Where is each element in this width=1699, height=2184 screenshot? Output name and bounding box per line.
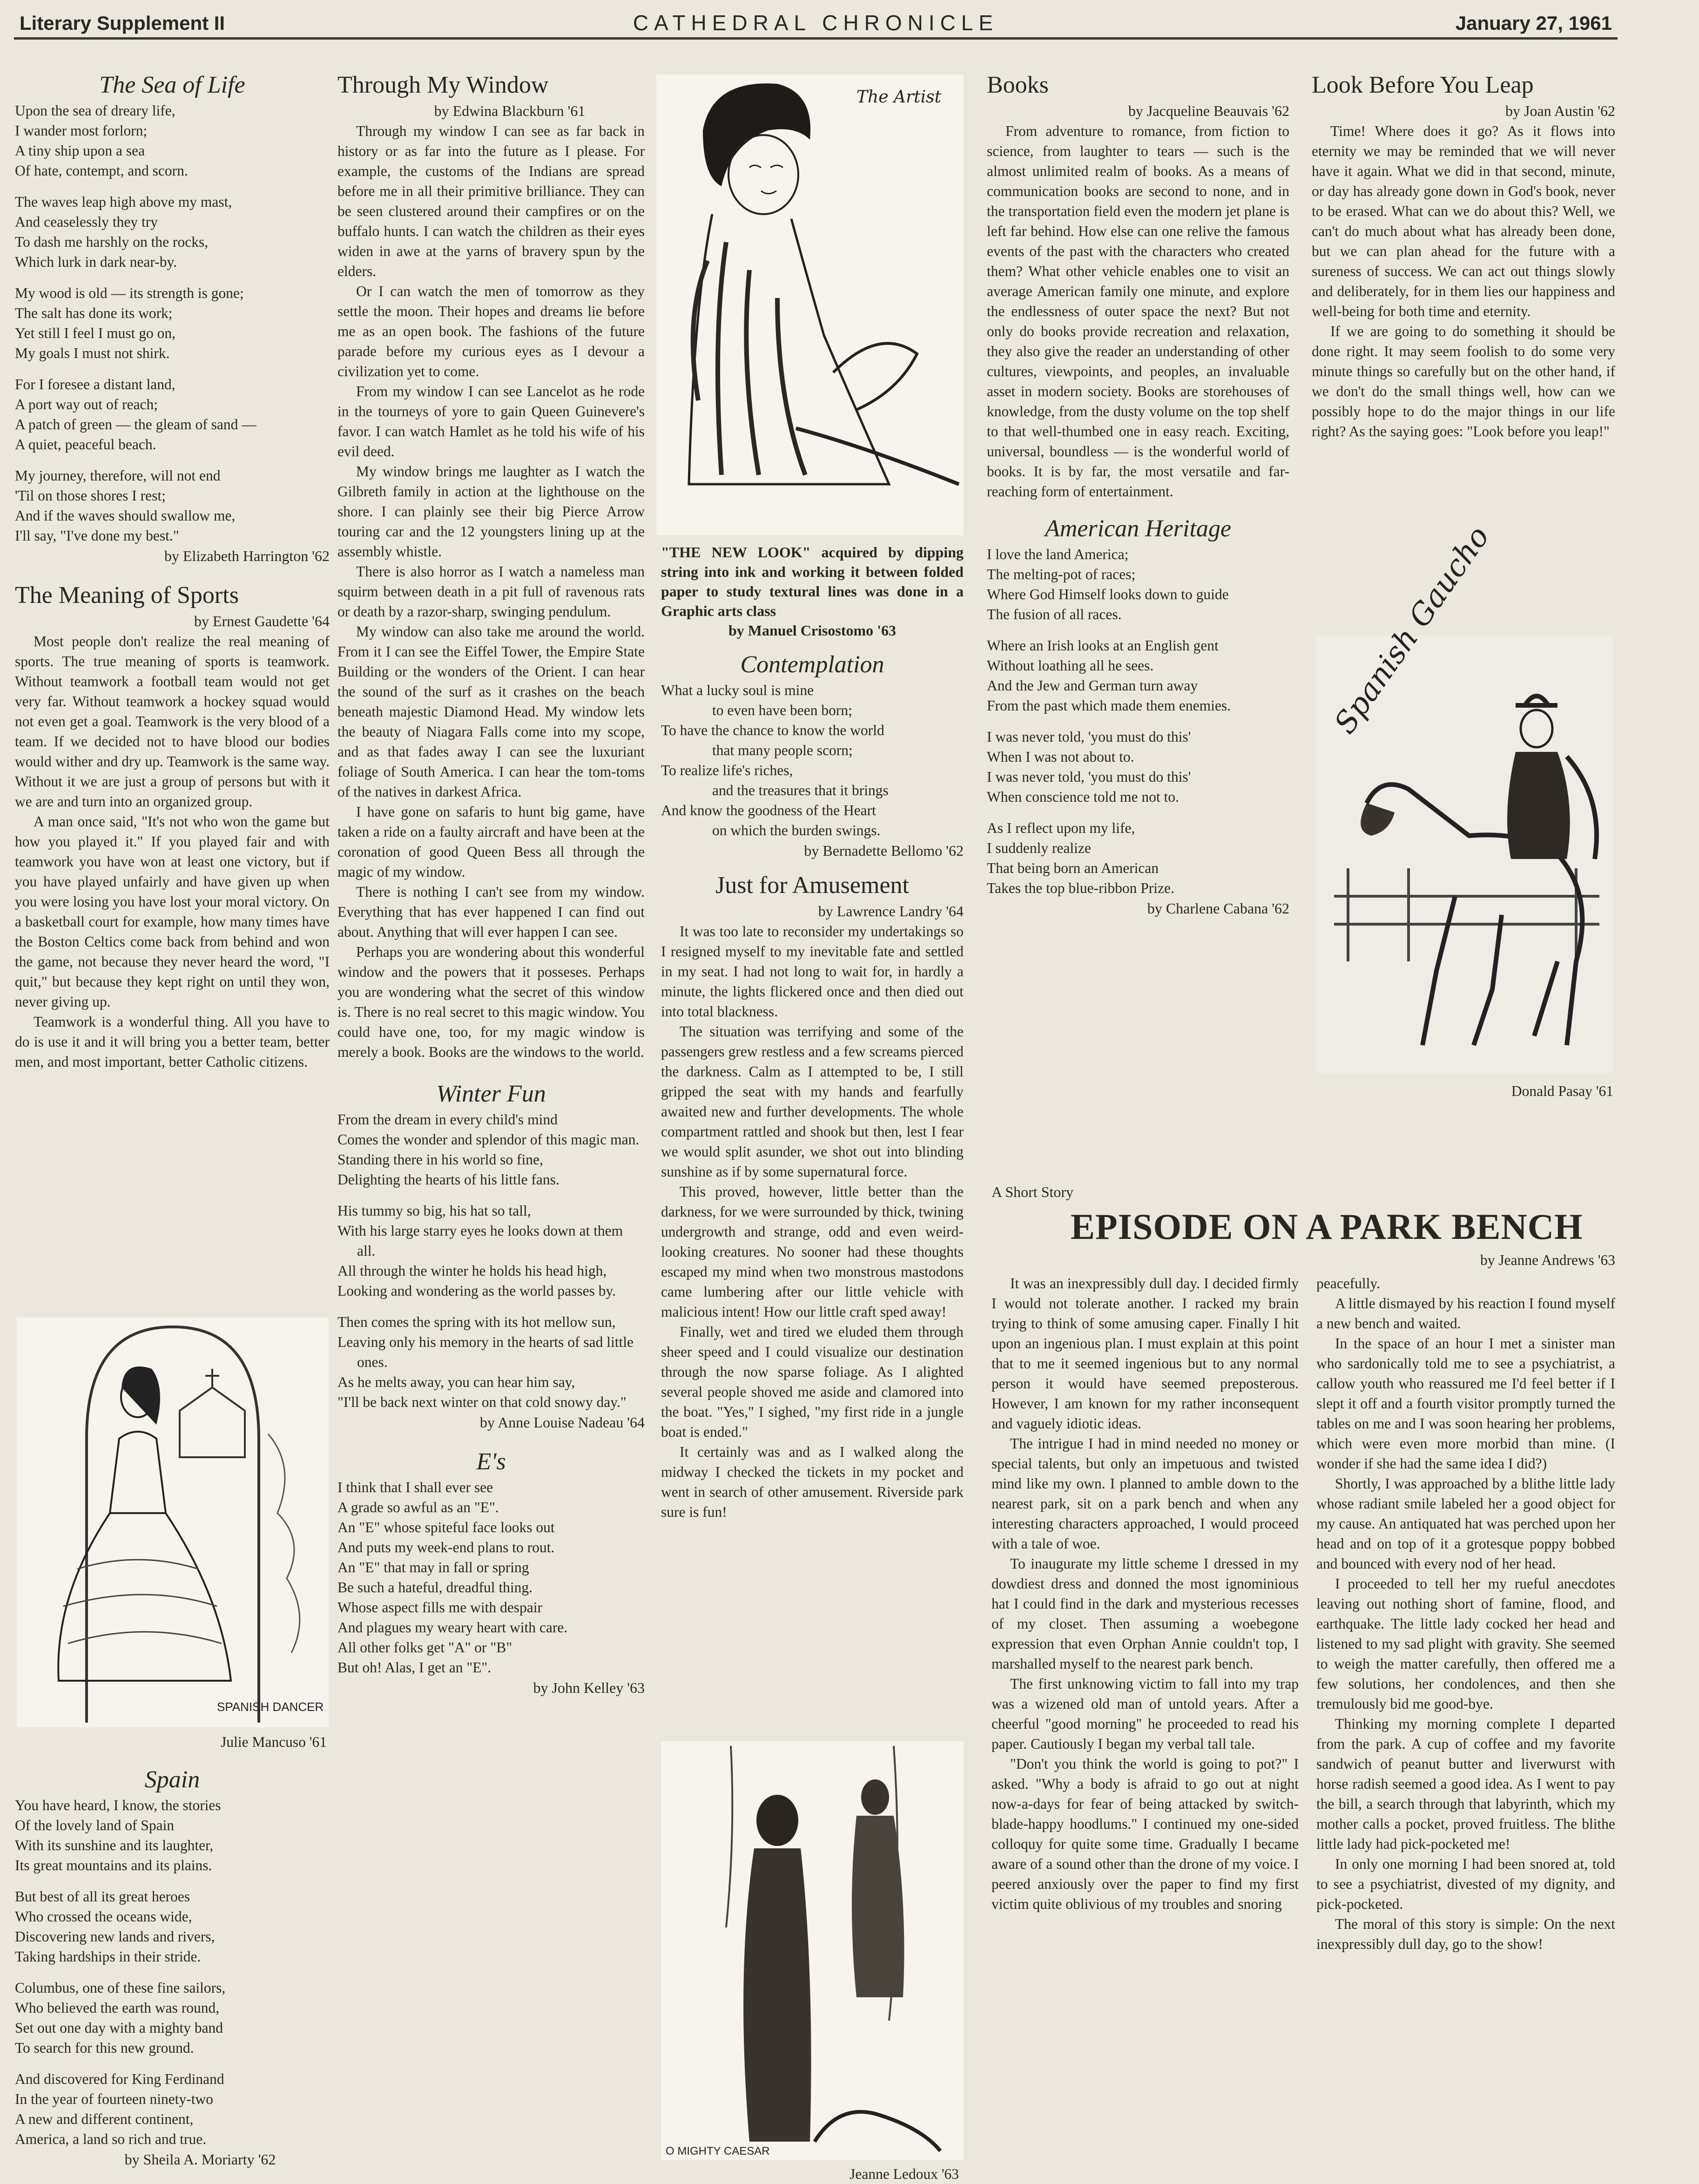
poem-line: Who crossed the oceans wide, <box>15 1908 192 1925</box>
winter-fun-poem <box>337 1109 645 1412</box>
poem-line: But oh! Alas, I get an "E". <box>337 1659 492 1676</box>
american-heritage-poem <box>987 544 1289 898</box>
poem-line: A grade so awful as an "E". <box>337 1499 499 1515</box>
poem-line: Without loathing all he sees. <box>987 657 1154 674</box>
paragraph: Or I can watch the men of tomorrow as they settle the moon. Their hopes and dreams lie before me as an open book. The fashions of the future parade before my curious eyes as I devour a civilization yet to come. <box>337 283 645 379</box>
poem-line: And the Jew and German turn away <box>987 677 1198 694</box>
poem-line: Which lurk in dark near-by. <box>15 254 177 270</box>
poem-line: And ceaselessly they try <box>15 214 158 230</box>
just-for-amusement-author: by Lawrence Landry '64 <box>818 903 964 920</box>
poem-line: The fusion of all races. <box>987 606 1122 622</box>
poem-line: To dash me harshly on the rocks, <box>15 234 209 250</box>
column-5 <box>1312 70 1615 441</box>
episode-column-1 <box>991 1273 1299 1914</box>
poem-line: And discovered for King Ferdinand <box>15 2071 224 2087</box>
paragraph: Perhaps you are wondering about this wonderful window and the powers that it posseses. Perhaps you are wondering what the secret of this window is. There is no real secret to this magic window. You could have one, too, for my magic window is merely a book. Books are the windows to the world. <box>337 944 645 1060</box>
paragraph: It was an inexpressibly dull day. I decided firmly I would not tolerate another. I racked my brain trying to think of some amusing caper. Finally I hit upon an ingenious plan. I must explain at this point that to me it seemed ingenious but to any normal person it would have seemed preposterous. However, I am known for my rather inconsequent and vaguely idiotic ideas. <box>991 1275 1299 1432</box>
spain-poem-block <box>15 1765 330 2170</box>
short-story-kicker: A Short Story <box>991 1183 1074 1200</box>
paragraph: The situation was terrifying and some of the passengers grew restless and a few screams pierced the darkness. Calm as I attempted to be, I still gripped the seat with my hands and fearfully awaited new and further developments. The whole compartment rattled and shook but then, lest I fear we would split asunder, we shot out into blinding sunshine as if by some supernatural force. <box>661 1023 964 1180</box>
es-poem <box>337 1477 645 1677</box>
paragraph: It certainly was and as I walked along the midway I checked the tickets in my pocket and went in search of other amusement. Riverside park sure is fun! <box>661 1444 964 1520</box>
poem-line: A port way out of reach; <box>15 396 158 412</box>
the-artist-drawing <box>656 74 964 535</box>
sea-of-life-title: The Sea of Life <box>99 72 245 98</box>
paragraph: Shortly, I was approached by a blithe little lady whose radiant smile labeled her a good object for my cause. An antiquated hat was perched upon her head and on top of it a grotesque poppy bobbed and bounced with every nod of her head. <box>1316 1475 1615 1572</box>
poem-line: In the year of fourteen ninety-two <box>15 2091 213 2107</box>
spanish-dancer-label: SPANISH DANCER <box>217 1700 324 1714</box>
poem-line: To search for this new ground. <box>15 2040 194 2056</box>
es-author: by John Kelley '63 <box>533 1679 645 1696</box>
paragraph: If we are going to do something it should be done right. It may seem foolish to do some very minute things so carefully but on the other hand, if we don't do the small things well, how can we possibly hope to do the major things in our life right? As the saying goes: "Look before you leap!" <box>1312 323 1615 440</box>
poem-line: And know the goodness of the Heart <box>661 802 876 818</box>
poem-line: America, a land so rich and true. <box>15 2131 207 2147</box>
poem-line: To have the chance to know the world <box>661 722 884 738</box>
poem-line: Columbus, one of these fine sailors, <box>15 1980 226 1996</box>
poem-line: That being born an American <box>987 860 1159 876</box>
paragraph: Teamwork is a wonderful thing. All you have to do is use it and it will bring you a better team, better men, and most important, better Catholic citizens. <box>15 1014 330 1070</box>
paragraph: The intrigue I had in mind needed no money or special talents, but only an impetuous and twisted mind like my own. I planned to amble down to the nearest park, sit on a park bench and when any interesting characters approached, I would proceed with a tale of woe. <box>991 1435 1299 1552</box>
poem-line: The melting-pot of races; <box>987 566 1136 582</box>
masthead <box>14 8 1618 40</box>
poem-line: I was never told, 'you must do this' <box>987 729 1191 745</box>
poem-line: Be such a hateful, dreadful thing. <box>337 1579 533 1596</box>
o-mighty-caesar-drawing <box>661 1741 964 2160</box>
poem-line: Where an Irish looks at an English gent <box>987 637 1219 654</box>
poem-line: You have heard, I know, the stories <box>15 1797 221 1813</box>
paragraph: I proceeded to tell her my rueful anecdotes leaving out nothing short of famine, flood, and earthquake. The little lady cocked her head and listened to my sad plight with gravity. She seemed to weigh the matter carefully, then offered me a few solutions, her condolences, and then she tremulously bid me good-bye. <box>1316 1575 1615 1712</box>
through-my-window-body <box>337 121 645 1062</box>
poem-line: All other folks get "A" or "B" <box>337 1639 512 1656</box>
poem-line: An "E" that may in fall or spring <box>337 1559 529 1575</box>
the-artist-credit: by Manuel Crisostomo '63 <box>728 622 896 639</box>
poem-line: When conscience told me not to. <box>987 789 1179 805</box>
paragraph: A little dismayed by his reaction I found myself a new bench and waited. <box>1316 1295 1615 1332</box>
meaning-of-sports-author: by Ernest Gaudette '64 <box>194 613 330 629</box>
poem-line: I wander most forlorn; <box>15 122 148 139</box>
american-heritage-title: American Heritage <box>1045 515 1231 542</box>
paragraph: "Don't you think the world is going to pot?" I asked. "Why a body is afraid to go out at night now-a-days for fear of being attacked by switch-blade-happy hoodlums." I continued my one-sided colloquy for quite some time. Gradually I became aware of a sound other than the drone of my voice. I peered anxiously over the paper to find my first victim quite oblivious of my troubles and snoring <box>991 1756 1299 1912</box>
poem-line: An "E" whose spiteful face looks out <box>337 1519 555 1535</box>
gaucho-label: Spanish Gaucho <box>1328 520 1497 740</box>
string-art-illustration <box>656 74 964 535</box>
caesar-label: O MIGHTY CAESAR <box>666 2145 770 2157</box>
es-title: E's <box>476 1448 506 1475</box>
look-before-you-leap-title: Look Before You Leap <box>1312 72 1534 98</box>
paragraph: My window can also take me around the world. From it I can see the Eiffel Tower, the Empire State Building or the wonders of the Orient. I can hear the sound of the surf as it crashes on the beach beneath majestic Diamond Head. My window lets the beauty of Niagara Falls come into my scope, and as that fades away I can see the luxuriant foliage of South America. I can hear the tom-toms of the natives in darkest Africa. <box>337 623 645 800</box>
issue-date: January 27, 1961 <box>1455 12 1612 34</box>
poem-line: I was never told, 'you must do this' <box>987 769 1191 785</box>
poem-line: With his large starry eyes he looks down at them all. <box>337 1223 623 1259</box>
spanish-gaucho-credit <box>1315 1081 1613 1101</box>
column-1 <box>15 70 330 1072</box>
poem-line: And puts my week-end plans to rout. <box>337 1539 555 1555</box>
poem-line: All through the winter he holds his head high, <box>337 1263 607 1279</box>
poem-line: From the dream in every child's mind <box>337 1111 558 1128</box>
books-author: by Jacqueline Beauvais '62 <box>1128 102 1289 119</box>
the-artist-label: The Artist <box>856 88 942 107</box>
winter-fun-title: Winter Fun <box>436 1081 546 1107</box>
winter-fun-author: by Anne Louise Nadeau '64 <box>479 1414 645 1431</box>
paragraph: A man once said, "It's not who won the game but how you played it." If you played fair and with teamwork you have won at least one victory, but if you have played unfairly and have given up when you were losing you have lost your moral victory. On a basketball court for example, how many times have the Boston Celtics come back from behind and won the game, not because they never heard the word, "I quit," but because they kept right on until they won, never giving up. <box>15 813 330 1010</box>
poem-line: Delighting the hearts of his little fans. <box>337 1171 560 1188</box>
contemplation-poem <box>661 680 964 840</box>
paragraph: The first unknowing victim to fall into my trap was a wizened old man of untold years. After a cheerful "good morning" he proceeded to read his paper. Cautiously I began my verbal tall tale. <box>991 1676 1299 1752</box>
spanish-dancer-drawing <box>17 1318 329 1727</box>
poem-line: As I reflect upon my life, <box>987 820 1135 836</box>
poem-line: Discovering new lands and rivers, <box>15 1928 215 1945</box>
paragraph: I have gone on safaris to hunt big game, have taken a ride on a faulty aircraft and have been at the coronation of good Queen Bess all through the magic of my window. <box>337 804 645 880</box>
newspaper-title: CATHEDRAL CHRONICLE <box>633 11 999 35</box>
spain-poem <box>15 1795 330 2149</box>
paragraph: Time! Where does it go? As it flows into eternity we may be reminded that we will never have it again. What we did in that second, minute, or day has already gone down in God's book, never to be erased. What can we do about this? Well, we can't do much about what has already been done, but we can plan ahead for the future with a sureness of success. We can act out things slowly and deliberately, for in them lies our happiness and well-being for both time and eternity. <box>1312 123 1615 319</box>
contemplation-title: Contemplation <box>740 651 884 678</box>
spain-author: by Sheila A. Moriarty '62 <box>124 2151 276 2168</box>
paragraph: From adventure to romance, from fiction to science, from laughter to tears — such is the almost unlimited realm of books. As a means of communication books are second to none, and in the transportation field even the modern jet plane is left far behind. How else can one relive the famous events of the past with the characters who created them? What other vehicle enables one to visit an average American family one minute, and explore the endlessness of outer space the next? But not only do books provide recreation and relaxation, they also give the reader an understanding of other cultures, viewpoints, and peoples, an invaluable asset in modern society. Books are storehouses of knowledge, from the dusty volume on the top shelf to that well-thumbed one in easy reach. Exciting, universal, boundless — is the wonderful world of books. It is by far, the most versatile and far-reaching form of entertainment. <box>987 123 1289 500</box>
paragraph: It was too late to reconsider my undertakings so I resigned myself to my inevitable fate and settled in my seat. I had not long to wait for, in hardly a minute, the lights flickered once and then died out into total blackness. <box>661 923 964 1020</box>
poem-line: Its great mountains and its plains. <box>15 1857 212 1873</box>
supplement-label: Literary Supplement II <box>20 12 225 34</box>
column-2 <box>337 70 645 1698</box>
paragraph: To inaugurate my little scheme I dressed in my dowdiest dress and donned the most ignominious hat I could find in the dark and mysterious recesses of my closet. Then assuming a woebegone expression that even Orphan Annie couldn't top, I marshalled myself to the nearest park bench. <box>991 1555 1299 1672</box>
paragraph: The moral of this story is simple: On the next inexpressibly dull day, go to the show! <box>1316 1916 1615 1952</box>
spanish-dancer-illustration <box>17 1318 329 1727</box>
poem-line: on which the burden swings. <box>712 822 881 838</box>
look-before-you-leap-body <box>1312 121 1615 441</box>
poem-line: Set out one day with a mighty band <box>15 2020 223 2036</box>
poem-line: With its sunshine and its laughter, <box>15 1837 214 1853</box>
paragraph: In the space of an hour I met a sinister man who sardonically told me to see a psychiatrist, a callow youth who reassured me I'd feel better if I slept it off and a fourth visitor promptly turned the tables on me and I was soon hearing her problems, which were even more morbid than mine. (I wonder if she had the same idea I did?) <box>1316 1335 1615 1472</box>
poem-line: that many people scorn; <box>712 742 853 758</box>
poem-line: As he melts away, you can hear him say, <box>337 1374 575 1390</box>
caesar-artist: Jeanne Ledoux '63 <box>850 2166 959 2182</box>
poem-line: My journey, therefore, will not end <box>15 467 221 484</box>
through-my-window-title: Through My Window <box>337 72 549 98</box>
gaucho-artist: Donald Pasay '61 <box>1511 1083 1613 1099</box>
poem-line: And plagues my weary heart with care. <box>337 1619 568 1636</box>
poem-line: What a lucky soul is mine <box>661 682 814 698</box>
poem-line: I love the land America; <box>987 546 1129 562</box>
poem-line: For I foresee a distant land, <box>15 376 175 392</box>
poem-line: When I was not about to. <box>987 749 1134 765</box>
episode-author <box>991 1250 1615 1270</box>
poem-line: Leaving only his memory in the hearts of sad little ones. <box>337 1334 634 1370</box>
poem-line: Taking hardships in their stride. <box>15 1948 201 1965</box>
paragraph: Most people don't realize the real meaning of sports. The true meaning of sports is teamwork. Without teamwork a football team would not get very far. Without teamwork a hockey squad would not even get a goal. Teamwork is the very blood of a team. If we decided not to have blood our bodies would wither and dry up. Teamwork is the same way. Without it we are just a group of persons but with it we are and turn into an organized group. <box>15 633 330 810</box>
just-for-amusement-title: Just for Amusement <box>715 872 909 899</box>
american-heritage-author: by Charlene Cabana '62 <box>1147 900 1289 917</box>
books-title: Books <box>987 72 1049 98</box>
the-artist-caption <box>661 542 964 621</box>
paragraph: peacefully. <box>1316 1275 1380 1291</box>
poem-line: Whose aspect fills me with despair <box>337 1599 543 1616</box>
poem-line: The waves leap high above my mast, <box>15 194 232 210</box>
contemplation-author: by Bernadette Bellomo '62 <box>804 842 964 859</box>
poem-line: To realize life's riches, <box>661 762 793 778</box>
poem-line: The salt has done its work; <box>15 305 173 321</box>
poem-line: Of hate, contempt, and scorn. <box>15 162 188 179</box>
paragraph: Through my window I can see as far back in history or as far into the future as I please. For example, the customs of the Indians are spread before me in all their primitive brilliance. They can be seen clustered around their campfires or on the buffalo hunts. I can watch the children as their eyes widen in awe at the yarns of bravery spun by the elders. <box>337 123 645 279</box>
paragraph: In only one morning I had been snored at, told to see a psychiatrist, divested of my dignity, and pick-pocketed. <box>1316 1856 1615 1912</box>
episode-column-2 <box>1316 1273 1615 1954</box>
books-body <box>987 121 1289 501</box>
poem-line: A tiny ship upon a sea <box>15 142 145 159</box>
paragraph: My window brings me laughter as I watch the Gilbreth family in action at the lighthouse on the shore. I can plainly see their big Pierce Arrow touring car and the 12 youngsters lining up at the assembly whistle. <box>337 463 645 560</box>
gaucho-illustration <box>1315 520 1613 1073</box>
meaning-of-sports-title: The Meaning of Sports <box>15 582 239 609</box>
poem-line: From the past which made them enemies. <box>987 697 1231 714</box>
poem-line: I think that I shall ever see <box>337 1479 493 1495</box>
poem-line: to even have been born; <box>712 702 852 718</box>
through-my-window-author: by Edwina Blackburn '61 <box>434 102 586 119</box>
the-artist-caption-text: "THE NEW LOOK" acquired by dipping string into ink and working it between folded paper to study textural lines was done in a Graphic arts class <box>661 544 964 619</box>
poem-line: Where God Himself looks down to guide <box>987 586 1229 602</box>
spanish-dancer-artist: Julie Mancuso '61 <box>221 1734 327 1750</box>
paragraph: There is nothing I can't see from my window. Everything that has ever happened I can find out about. Anything that will ever happen I can see. <box>337 884 645 940</box>
paragraph: This proved, however, little better than the darkness, for we were surrounded by thick, twining undergrowth and strange, odd and even weird-looking creatures. No sooner had these thoughts escaped my mind when two monstrous mastodons came lumbering after our little vehicle with malicious intent! How our little craft sped away! <box>661 1183 964 1320</box>
poem-line: Who believed the earth was round, <box>15 2000 220 2016</box>
poem-line: Takes the top blue-ribbon Prize. <box>987 880 1174 896</box>
spanish-dancer-credit <box>17 1732 327 1752</box>
poem-line: Standing there in his world so fine, <box>337 1151 543 1168</box>
column-4 <box>987 70 1289 919</box>
episode-author-text: by Jeanne Andrews '63 <box>1480 1252 1615 1268</box>
sea-of-life-poem <box>15 101 330 546</box>
poem-line: Yet still I feel I must go on, <box>15 325 176 341</box>
poem-line: And if the waves should swallow me, <box>15 507 236 524</box>
poem-line: and the treasures that it brings <box>712 782 889 798</box>
look-before-you-leap-author: by Joan Austin '62 <box>1505 102 1615 119</box>
just-for-amusement-body <box>661 921 964 1522</box>
poem-line: Looking and wondering as the world passes by. <box>337 1283 616 1299</box>
caesar-illustration <box>661 1741 964 2160</box>
paragraph: Finally, wet and tired we eluded them through sheer speed and I could visualize our destination through the now sparse foliage. As I alighted several people shoved me aside and clamored into the boat. "Yes," I sighed, "my first ride in a jungle boat is ended." <box>661 1324 964 1440</box>
poem-line: A patch of green — the gleam of sand — <box>15 416 256 433</box>
poem-line: My wood is old — its strength is gone; <box>15 285 244 301</box>
poem-line: But best of all its great heroes <box>15 1888 190 1905</box>
column-3 <box>661 542 964 1522</box>
spain-title: Spain <box>144 1766 200 1793</box>
meaning-of-sports-body <box>15 631 330 1072</box>
paragraph: From my window I can see Lancelot as he rode in the tourneys of yore to gain Queen Guinevere's favor. I can watch Hamlet as he told his wife of his evil deed. <box>337 383 645 460</box>
poem-line: A new and different continent, <box>15 2111 194 2127</box>
poem-line: A quiet, peaceful beach. <box>15 436 156 453</box>
poem-line: "I'll be back next winter on that cold snowy day." <box>337 1394 627 1410</box>
o-mighty-caesar-credit <box>661 2164 959 2184</box>
poem-line: 'Til on those shores I rest; <box>15 487 166 504</box>
poem-line: Comes the wonder and splendor of this magic man. <box>337 1131 640 1148</box>
poem-line: I'll say, "I've done my best." <box>15 527 179 544</box>
poem-line: Upon the sea of dreary life, <box>15 102 175 119</box>
paragraph: There is also horror as I watch a nameless man squirm between death in a pit full of ravenous rats or death by a razor-sharp, swinging pendulum. <box>337 563 645 620</box>
paragraph: Thinking my morning complete I departed from the park. A cup of coffee and my favorite sandwich of peanut butter and liverwurst with horse radish seemed a good idea. As I went to pay the bill, a search through that labyrinth, which my mother calls a pocket, proved fruitless. The blithe little lady had pick-pocketed me! <box>1316 1716 1615 1852</box>
spanish-gaucho-drawing <box>1315 520 1613 1073</box>
episode-on-a-park-bench-title: EPISODE ON A PARK BENCH <box>1071 1206 1583 1247</box>
poem-line: My goals I must not shirk. <box>15 345 170 361</box>
sea-of-life-author: by Elizabeth Harrington '62 <box>164 548 330 564</box>
poem-line: Of the lovely land of Spain <box>15 1817 175 1833</box>
poem-line: I suddenly realize <box>987 840 1091 856</box>
poem-line: His tummy so big, his hat so tall, <box>337 1203 531 1219</box>
poem-line: Then comes the spring with its hot mellow sun, <box>337 1314 616 1330</box>
